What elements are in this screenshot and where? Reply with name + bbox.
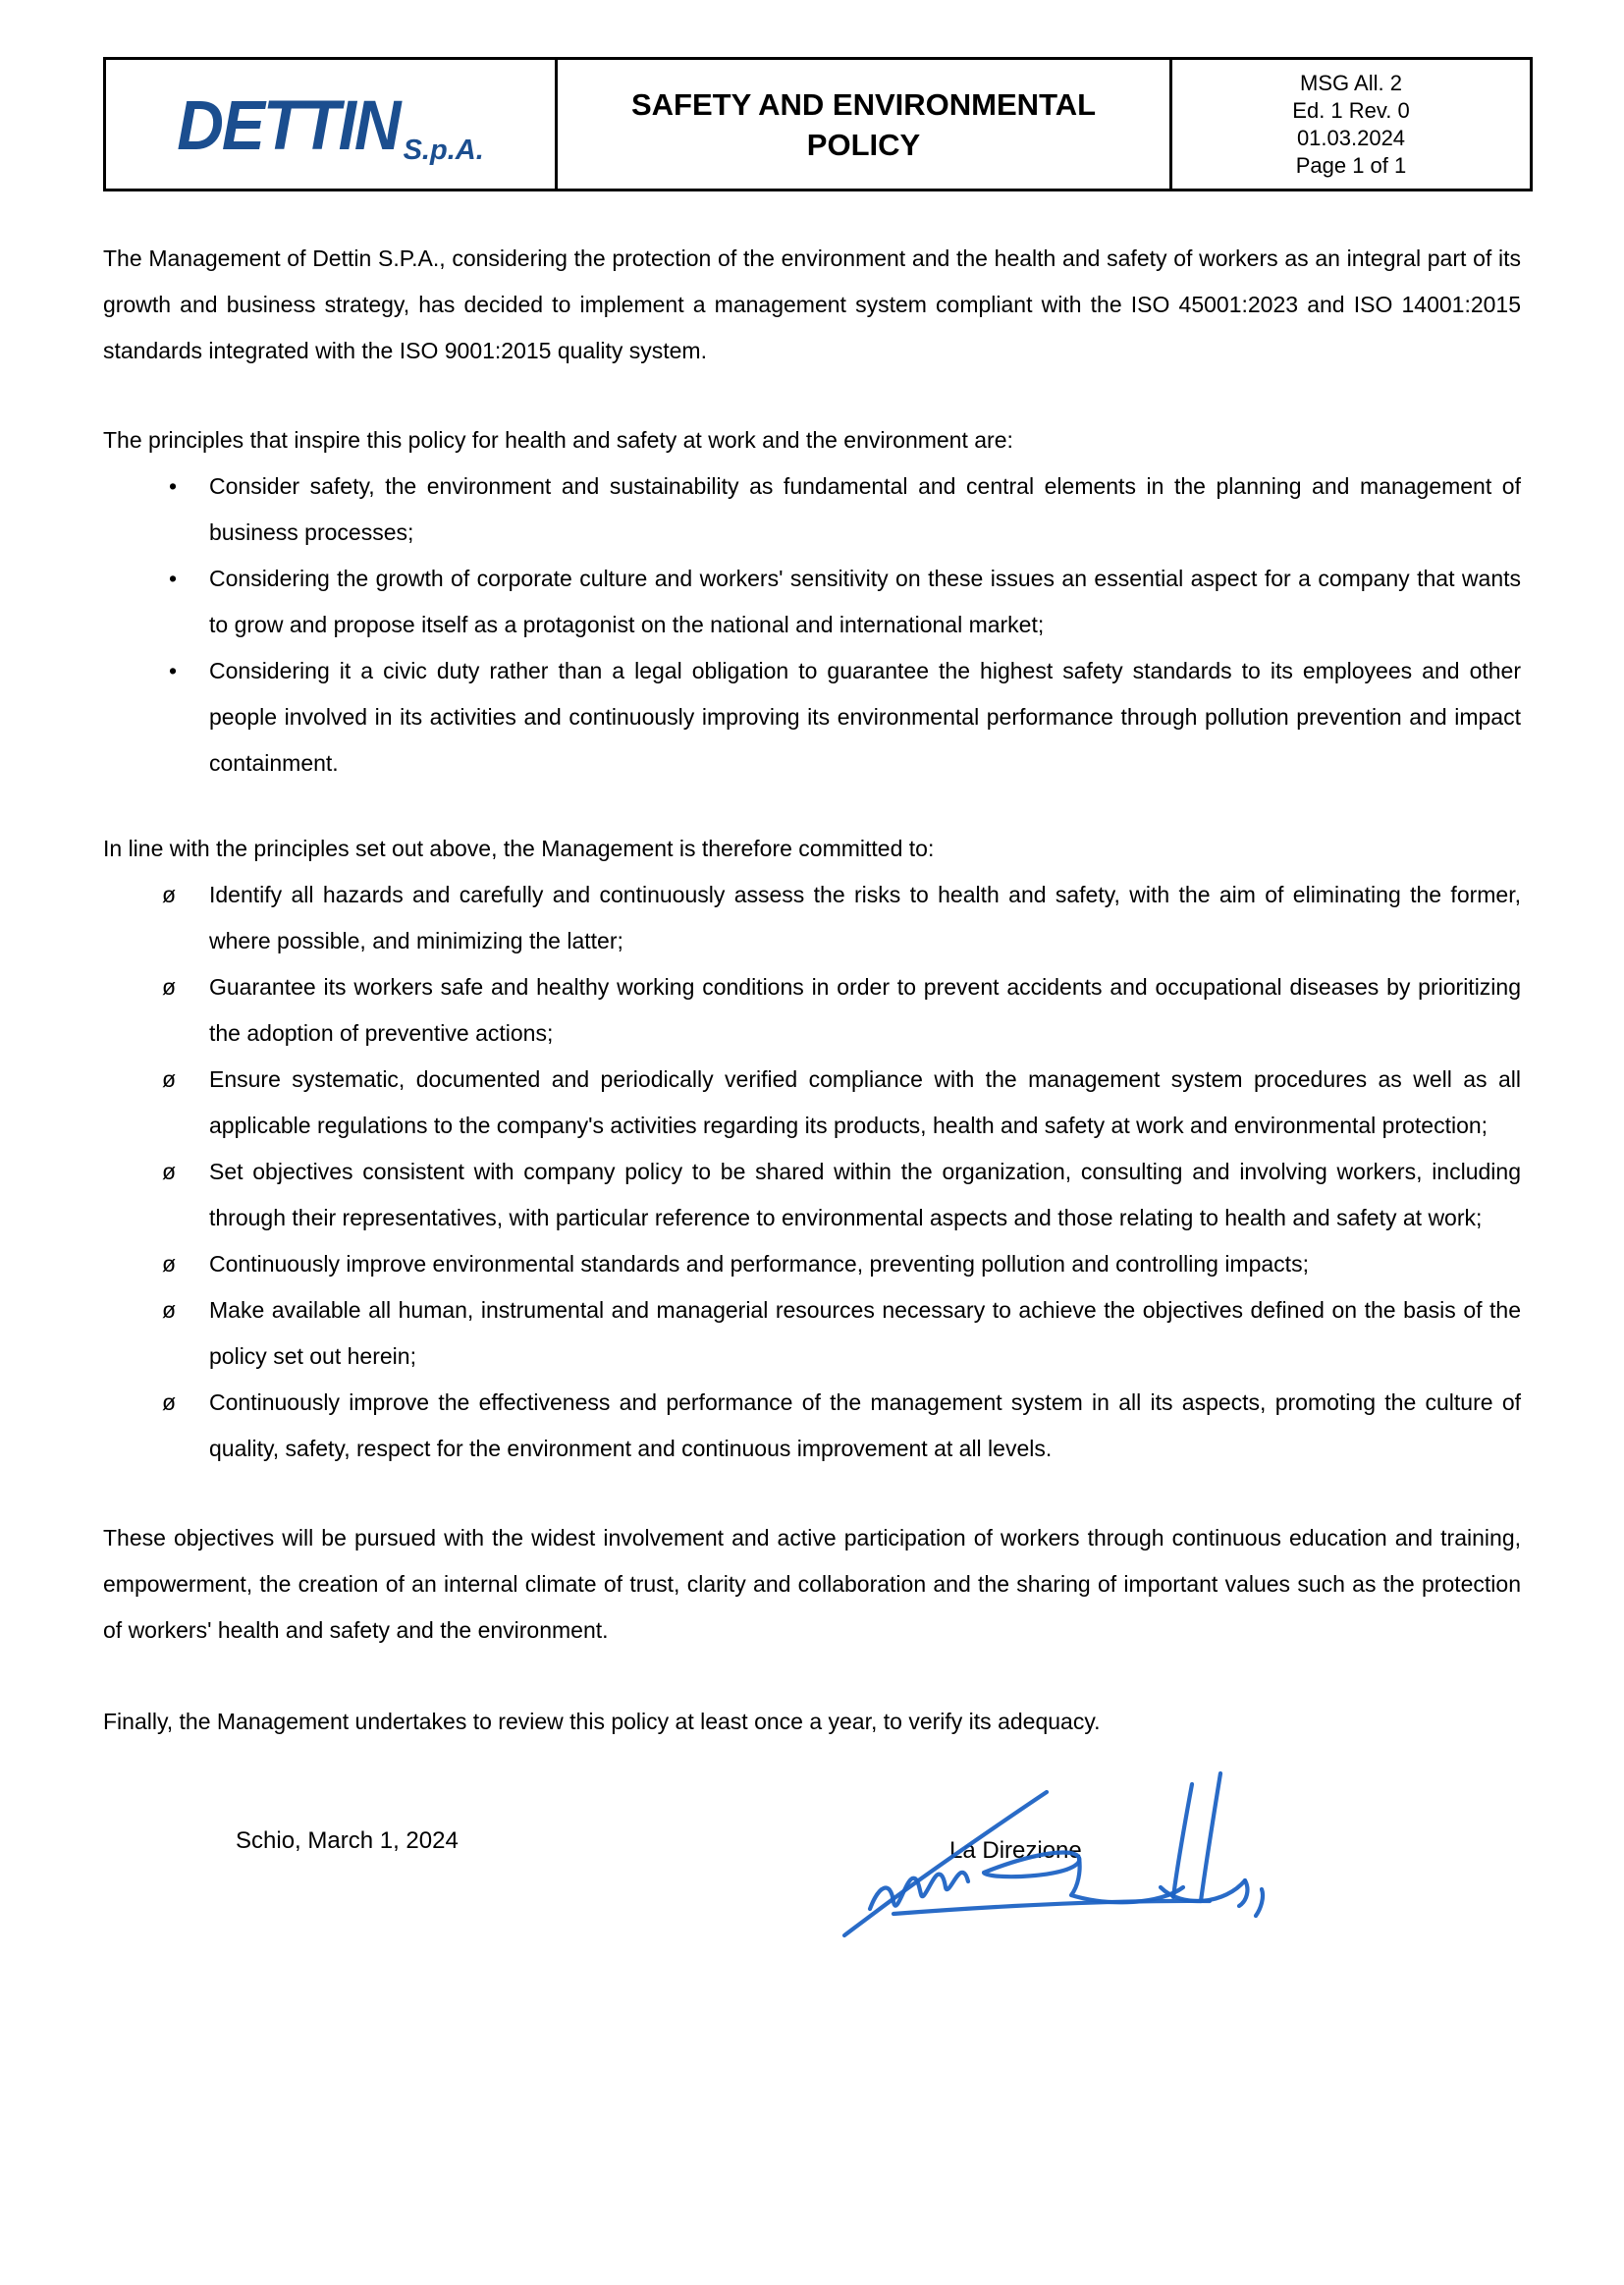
- logo-cell: [105, 59, 557, 190]
- list-item-text: Make available all human, instrumental and managerial resources necessary to achieve the objectives defined on the basis of the policy set out herein;: [209, 1297, 1521, 1369]
- list-item: [103, 1287, 1521, 1380]
- doc-page: Page 1 of 1: [1295, 152, 1407, 178]
- paragraph-intro: The Management of Dettin S.P.A., considering the protection of the environment and the health and safety of workers as an integral part of its growth and business strategy, has decided to implement a management system compliant with the ISO 45001:2023 and ISO 14001:2015 standards integrated with the ISO 9001:2015 quality system.: [103, 245, 1521, 363]
- arrow-bullet-icon: ø: [162, 1297, 177, 1323]
- paragraph-commitments-lead: In line with the principles set out above, the Management is therefore committed to:: [103, 836, 935, 861]
- list-item: [103, 1241, 1521, 1287]
- arrow-bullet-icon: ø: [162, 882, 177, 907]
- paragraph-principles-lead: The principles that inspire this policy for health and safety at work and the environment are:: [103, 427, 1013, 453]
- principles-list: [103, 463, 1521, 787]
- list-item-text: Considering the growth of corporate culture and workers' sensitivity on these issues an essential aspect for a company that wants to grow and propose itself as a protagonist on the national and international market;: [209, 566, 1521, 637]
- logo-text: DETTIN: [177, 84, 400, 164]
- list-item: [103, 556, 1521, 648]
- doc-date: 01.03.2024: [1296, 125, 1406, 150]
- list-item: [103, 964, 1521, 1057]
- arrow-bullet-icon: ø: [162, 974, 177, 1000]
- title-cell: [557, 59, 1171, 190]
- signature-image: [837, 1770, 1278, 1942]
- document-title: [558, 84, 1169, 165]
- document-title-line2: POLICY: [806, 127, 921, 162]
- list-item-text: Continuously improve the effectiveness and performance of the management system in all its aspects, promoting the culture of quality, safety, respect for the environment and continuous improvement at all levels.: [209, 1389, 1521, 1461]
- list-item-text: Guarantee its workers safe and healthy working conditions in order to prevent accidents and occupational diseases by prioritizing the adoption of preventive actions;: [209, 974, 1521, 1046]
- bullet-icon: •: [169, 473, 178, 499]
- doc-edition: Ed. 1 Rev. 0: [1292, 97, 1410, 123]
- list-item-text: Set objectives consistent with company policy to be shared within the organization, consulting and involving workers, including through their representatives, with particular reference to environmental aspects and those relating to health and safety at work;: [209, 1159, 1521, 1230]
- document-info: [1172, 70, 1530, 180]
- company-logo: [177, 84, 484, 166]
- list-item: [103, 1149, 1521, 1241]
- list-item: [103, 1380, 1521, 1472]
- paragraph-review: Finally, the Management undertakes to review this policy at least once a year, to verify its adequacy.: [103, 1709, 1101, 1734]
- doc-info-cell: [1171, 59, 1532, 190]
- bullet-icon: •: [169, 658, 178, 683]
- document-title-line1: SAFETY AND ENVIRONMENTAL: [630, 86, 1097, 122]
- list-item: [103, 648, 1521, 787]
- list-item-text: Ensure systematic, documented and periodically verified compliance with the management system procedures as well as all applicable regulations to the company's activities regarding its products, health and safety at work and environmental protection;: [209, 1066, 1521, 1138]
- list-item: [103, 1057, 1521, 1149]
- header-table: [103, 57, 1533, 191]
- document-body: [103, 236, 1521, 1745]
- arrow-bullet-icon: ø: [162, 1251, 177, 1277]
- place-date: Schio, March 1, 2024: [236, 1827, 459, 1854]
- doc-code: MSG All. 2: [1300, 70, 1402, 95]
- list-item-text: Considering it a civic duty rather than a legal obligation to guarantee the highest safety standards to its employees and other people involved in its activities and continuously improving its environmental performance through pollution prevention and impact containment.: [209, 658, 1521, 776]
- list-item-text: Continuously improve environmental standards and performance, preventing pollution and controlling impacts;: [209, 1251, 1309, 1277]
- logo-suffix: S.p.A.: [403, 134, 484, 166]
- commitments-list: [103, 872, 1521, 1472]
- signature-label: La Direzione: [949, 1837, 1082, 1864]
- list-item: [103, 872, 1521, 964]
- arrow-bullet-icon: ø: [162, 1389, 177, 1415]
- list-item-text: Consider safety, the environment and sustainability as fundamental and central elements in the planning and management of business processes;: [209, 473, 1521, 545]
- arrow-bullet-icon: ø: [162, 1159, 177, 1184]
- document-footer: [103, 1751, 1521, 2104]
- arrow-bullet-icon: ø: [162, 1066, 177, 1092]
- bullet-icon: •: [169, 566, 178, 591]
- paragraph-objectives: These objectives will be pursued with the widest involvement and active participation of workers through continuous education and training, empowerment, the creation of an internal climate of trust, clarity and collaboration and the sharing of important values such as the protection of workers' health and safety and the environment.: [103, 1525, 1521, 1643]
- list-item-text: Identify all hazards and carefully and continuously assess the risks to health and safety, with the aim of eliminating the former, where possible, and minimizing the latter;: [209, 882, 1521, 953]
- list-item: [103, 463, 1521, 556]
